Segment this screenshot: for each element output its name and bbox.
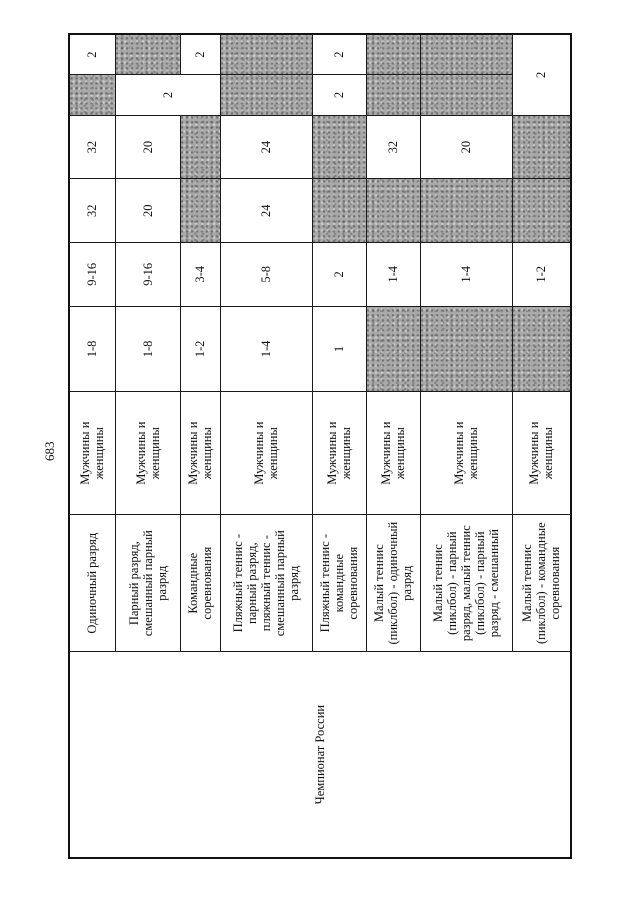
page-number: 683 — [42, 441, 57, 461]
value-cell: 2 — [312, 34, 366, 75]
discipline-cell: Малый теннис (пиклбол) - парный разряд, малый теннис (пиклбол) - парный разряд - смешанный — [420, 515, 512, 652]
shaded-cell — [420, 306, 512, 392]
shaded-cell — [366, 75, 420, 116]
shaded-cell — [220, 75, 312, 116]
value-cell: 2 — [180, 34, 220, 75]
value-cell: 32 — [366, 115, 420, 179]
value-cell: 1-8 — [115, 306, 180, 392]
discipline-cell: Малый теннис (пиклбол) - командные соревнования — [512, 515, 571, 652]
gender-cell: Мужчины и женщины — [366, 392, 420, 515]
shaded-cell — [512, 115, 571, 179]
value-cell: 2 — [512, 34, 571, 115]
value-cell: 1-2 — [180, 306, 220, 392]
gender-cell: Мужчины и женщины — [69, 392, 115, 515]
value-cell: 32 — [69, 115, 115, 179]
value-cell: 9-16 — [115, 243, 180, 307]
value-cell: 32 — [69, 179, 115, 243]
value-cell: 20 — [420, 115, 512, 179]
value-cell: 9-16 — [69, 243, 115, 307]
competition-table — [68, 33, 572, 859]
discipline-cell: Пляжный теннис - командные соревнования — [312, 515, 366, 652]
shaded-cell — [180, 179, 220, 243]
table-row — [69, 34, 115, 858]
shaded-cell — [312, 179, 366, 243]
value-cell: 24 — [220, 179, 312, 243]
gender-cell: Мужчины и женщины — [220, 392, 312, 515]
value-cell: 20 — [115, 179, 180, 243]
value-cell: 1-8 — [69, 306, 115, 392]
value-cell: 1-4 — [366, 243, 420, 307]
value-cell: 5-8 — [220, 243, 312, 307]
shaded-cell — [420, 75, 512, 116]
discipline-cell: Малый теннис (пиклбол) - одиночный разряд — [366, 515, 420, 652]
value-cell: 3-4 — [180, 243, 220, 307]
shaded-cell — [512, 306, 571, 392]
value-cell: 24 — [220, 115, 312, 179]
value-cell: 20 — [115, 115, 180, 179]
discipline-cell: Парный разряд, смешанный парный разряд — [115, 515, 180, 652]
discipline-cell: Одиночный разряд — [69, 515, 115, 652]
shaded-cell — [69, 75, 115, 116]
discipline-cell: Пляжный теннис - парный разряд, пляжный теннис - смешанный парный разряд — [220, 515, 312, 652]
shaded-cell — [420, 179, 512, 243]
shaded-cell — [220, 34, 312, 75]
shaded-cell — [312, 115, 366, 179]
value-cell: 1-4 — [420, 243, 512, 307]
gender-cell: Мужчины и женщины — [512, 392, 571, 515]
gender-cell: Мужчины и женщины — [115, 392, 180, 515]
rotated-table-wrapper — [68, 33, 570, 859]
shaded-cell — [180, 115, 220, 179]
shaded-cell — [366, 306, 420, 392]
gender-cell: Мужчины и женщины — [180, 392, 220, 515]
gender-cell: Мужчины и женщины — [420, 392, 512, 515]
gender-cell: Мужчины и женщины — [312, 392, 366, 515]
value-cell: 1-4 — [220, 306, 312, 392]
value-cell: 1 — [312, 306, 366, 392]
shaded-cell — [366, 34, 420, 75]
value-cell: 2 — [69, 34, 115, 75]
shaded-cell — [512, 179, 571, 243]
value-cell: 2 — [115, 75, 220, 116]
discipline-cell: Командные соревнования — [180, 515, 220, 652]
value-cell: 2 — [312, 243, 366, 307]
shaded-cell — [115, 34, 180, 75]
value-cell: 2 — [312, 75, 366, 116]
shaded-cell — [420, 34, 512, 75]
value-cell: 1-2 — [512, 243, 571, 307]
competition-name: Чемпионат России — [69, 652, 571, 858]
shaded-cell — [366, 179, 420, 243]
